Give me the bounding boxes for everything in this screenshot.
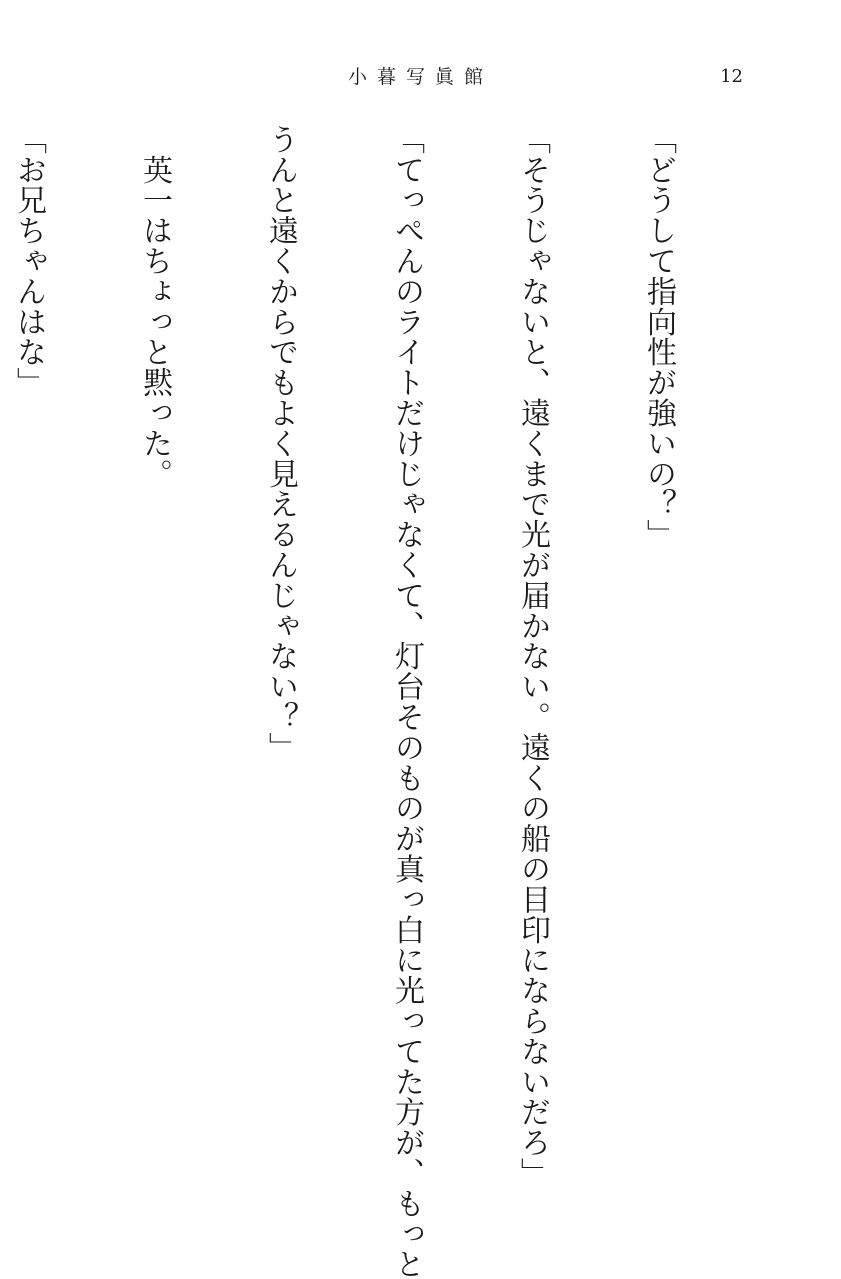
page-number: 12 bbox=[720, 66, 743, 87]
text-line: 英一はちょっと黙った。 bbox=[137, 124, 172, 489]
text-line: うんと遠くからでもよく見えるんじゃない？」 bbox=[263, 124, 298, 763]
book-title: 小暮写眞館 bbox=[347, 66, 493, 88]
text-line: 「どうして指向性が強いの？」 bbox=[641, 124, 676, 550]
text-line: 「てっぺんのライトだけじゃなくて、灯台そのものが真っ白に光ってた方が、もっと bbox=[389, 124, 424, 1279]
vertical-text-body bbox=[0, 124, 763, 1279]
text-line: 「お兄ちゃんはな」 bbox=[11, 124, 46, 398]
text-line: 「そうじゃないと、遠くまで光が届かない。遠くの船の目印にならないだろ」 bbox=[515, 124, 550, 1188]
